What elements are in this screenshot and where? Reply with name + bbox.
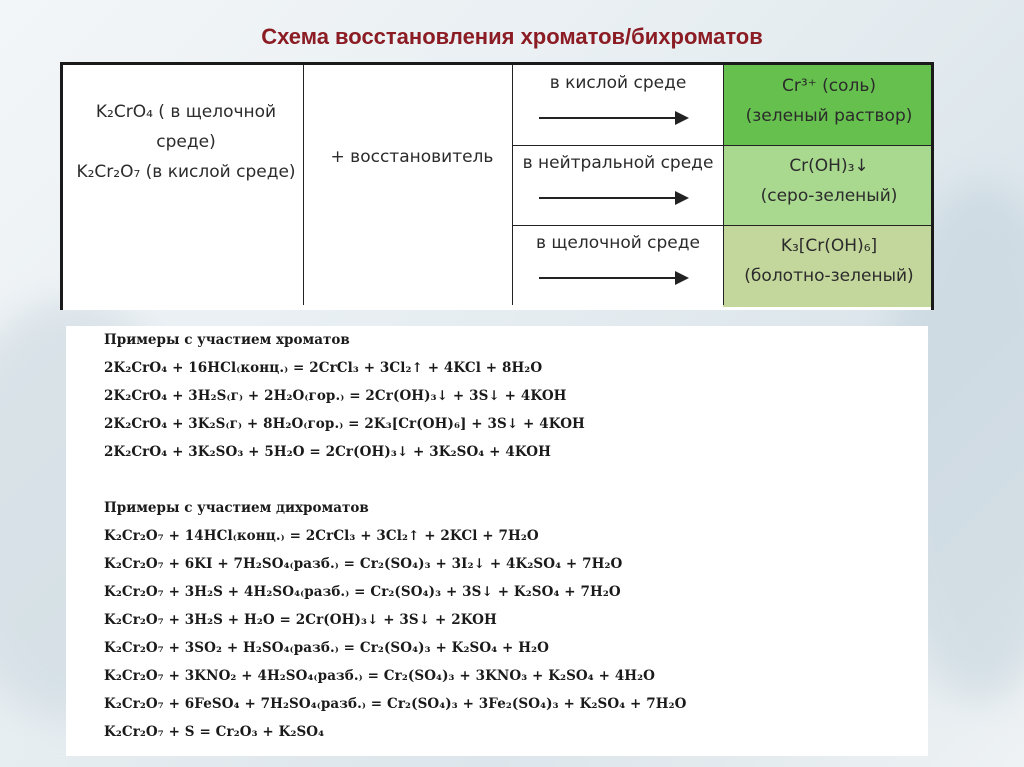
- column-divider: [303, 65, 304, 305]
- reaction-arrow: [539, 197, 687, 199]
- page-title: Схема восстановления хроматов/бихроматов: [261, 24, 763, 49]
- reagent-chromate: K₂CrO₄ ( в щелочной: [95, 102, 277, 122]
- chromate-equation: 2K₂CrO₄ + 3H₂S₍г₎ + 2H₂O₍гор.₎ = 2Cr(OH)₃↓ + 3S↓ + 4KOH: [104, 388, 567, 404]
- reagents-cell: [71, 97, 301, 187]
- dichromate-equation: K₂Cr₂O₇ + 6KI + 7H₂SO₄₍разб.₎ = Cr₂(SO₄)₃ + 3I₂↓ + 4K₂SO₄ + 7H₂O: [104, 556, 623, 572]
- chromate-equation: 2K₂CrO₄ + 3K₂SO₃ + 5H₂O = 2Cr(OH)₃↓ + 3K₂SO₄ + 4KOH: [104, 444, 552, 460]
- medium-label-alkaline: в щелочной среде: [536, 233, 700, 253]
- dichromate-equation: K₂Cr₂O₇ + 3H₂S + 4H₂SO₄₍разб.₎ = Cr₂(SO₄)₃ + 3S↓ + K₂SO₄ + 7H₂O: [104, 584, 621, 600]
- product-neutral: Cr(OH)₃↓ (серо-зеленый): [760, 156, 898, 206]
- dichromate-equation: K₂Cr₂O₇ + 3H₂S + H₂O = 2Cr(OH)₃↓ + 3S↓ + 2KOH: [104, 612, 497, 628]
- dichromate-equation: K₂Cr₂O₇ + 3SO₂ + H₂SO₄₍разб.₎ = Cr₂(SO₄)₃ + K₂SO₄ + H₂O: [104, 640, 549, 656]
- row-divider: [512, 145, 931, 146]
- reaction-arrow: [539, 117, 687, 119]
- column-divider: [512, 65, 513, 305]
- reaction-arrow: [539, 277, 687, 279]
- row-divider: [512, 225, 931, 226]
- dichromate-equation: K₂Cr₂O₇ + 3KNO₂ + 4H₂SO₄₍разб.₎ = Cr₂(SO₄)₃ + 3KNO₃ + K₂SO₄ + 4H₂O: [104, 668, 656, 684]
- dichromate-equation: K₂Cr₂O₇ + S = Cr₂O₃ + K₂SO₄: [104, 724, 325, 740]
- dichromate-equation: K₂Cr₂O₇ + 6FeSO₄ + 7H₂SO₄₍разб.₎ = Cr₂(SO₄)₃ + 3Fe₂(SO₄)₃ + K₂SO₄ + 7H₂O: [104, 696, 687, 712]
- reagent-chromate-medium: среде): [156, 132, 216, 152]
- reagent-dichromate: K₂Cr₂O₇ (в кислой среде): [76, 162, 296, 182]
- product-alkaline: K₃[Cr(OH)₆] (болотно-зеленый): [744, 236, 914, 286]
- reduction-scheme-table: [60, 62, 934, 310]
- chromate-equation: 2K₂CrO₄ + 16HCl₍конц.₎ = 2CrCl₃ + 3Cl₂↑ + 4KCl + 8H₂O: [104, 360, 543, 376]
- dichromate-equation: K₂Cr₂O₇ + 14HCl₍конц.₎ = 2CrCl₃ + 3Cl₂↑ + 2KCl + 7H₂O: [104, 528, 539, 544]
- medium-label-acidic: в кислой среде: [549, 73, 687, 93]
- reaction-examples: [66, 326, 928, 756]
- chromate-equation: 2K₂CrO₄ + 3K₂S₍г₎ + 8H₂O₍гор.₎ = 2K₃[Cr(OH)₆] + 3S↓ + 4KOH: [104, 416, 585, 432]
- product-acidic: Cr³⁺ (соль) (зеленый раствор): [745, 76, 913, 126]
- dichromates-heading: Примеры с участием дихроматов: [104, 500, 369, 516]
- reductant-cell: + восстановитель: [330, 147, 494, 167]
- chromates-heading: Примеры с участием хроматов: [104, 332, 350, 348]
- medium-label-neutral: в нейтральной среде: [522, 153, 714, 173]
